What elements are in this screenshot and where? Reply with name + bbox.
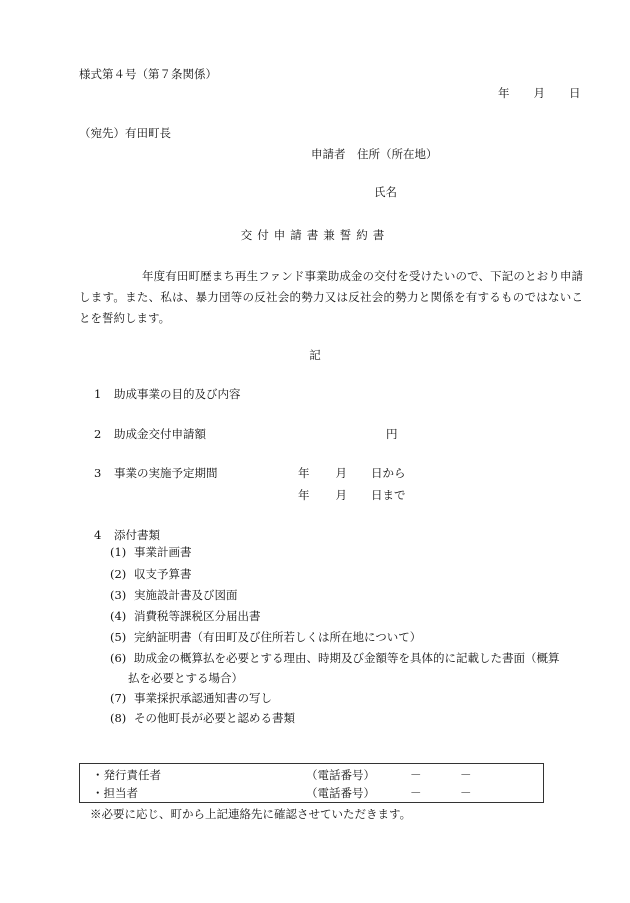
item-label: 事業の実施予定期間 bbox=[114, 466, 218, 480]
attachment-item: (8) その他町長が必要と認める書類 bbox=[110, 711, 295, 725]
item-label: 助成事業の目的及び内容 bbox=[114, 387, 241, 401]
ki-heading: 記 bbox=[309, 348, 321, 362]
item-purpose bbox=[94, 387, 241, 401]
phone-label: （電話番号） bbox=[306, 786, 375, 800]
attachment-item: (6) 助成金の概算払を必要とする理由、時期及び金額等を具体的に記載した書面（概算 bbox=[110, 651, 560, 665]
item-number: 4 bbox=[94, 528, 102, 542]
item-number: 3 bbox=[94, 466, 102, 480]
document-title: 交付申請書兼誓約書 bbox=[240, 228, 390, 242]
phone-dash: － bbox=[410, 768, 422, 782]
attachment-item: (5) 完納証明書（有田町及び住所若しくは所在地について） bbox=[110, 630, 422, 644]
period-end-month: 月 bbox=[335, 488, 347, 502]
contact-row-issuer bbox=[80, 768, 543, 782]
item-amount bbox=[94, 427, 206, 441]
item-number: 2 bbox=[94, 427, 102, 441]
applicant-address-label: 申請者 住所（所在地） bbox=[311, 147, 438, 161]
attachment-item-continued: 払を必要とする場合） bbox=[128, 671, 243, 685]
period-start-month: 月 bbox=[335, 466, 347, 480]
phone-dash: － bbox=[460, 768, 472, 782]
attachment-item: (4) 消費税等課税区分届出書 bbox=[110, 609, 261, 623]
contact-row-person bbox=[80, 786, 543, 800]
item-period bbox=[94, 466, 218, 480]
contact-label: ・担当者 bbox=[92, 786, 138, 800]
item-attachments bbox=[94, 528, 160, 542]
item-label: 添付書類 bbox=[114, 528, 160, 542]
attachment-item: (7) 事業採択承認通知書の写し bbox=[110, 691, 272, 705]
period-start-year: 年 bbox=[298, 466, 310, 480]
applicant-name-label: 氏名 bbox=[374, 185, 397, 199]
attachment-item: (1) 事業計画書 bbox=[110, 545, 192, 559]
period-end-year: 年 bbox=[298, 488, 310, 502]
submission-date bbox=[498, 86, 581, 100]
declaration-text: 年度有田町歴まち再生ファンド事業助成金の交付を受けたいので、下記のとおり申請します。また、私は、暴力団等の反社会的勢力又は反社会的勢力と関係を有するものではないことを誓約します。 bbox=[79, 269, 583, 325]
attachment-item: (3) 実施設計書及び図面 bbox=[110, 588, 238, 602]
period-start bbox=[298, 466, 406, 480]
period-end-day: 日まで bbox=[371, 488, 406, 502]
amount-unit: 円 bbox=[386, 427, 398, 441]
attachment-item: (2) 収支予算書 bbox=[110, 567, 192, 581]
date-month: 月 bbox=[533, 86, 545, 100]
contact-label: ・発行責任者 bbox=[92, 768, 161, 782]
form-number: 様式第４号（第７条関係） bbox=[79, 67, 217, 81]
date-year: 年 bbox=[498, 86, 510, 100]
phone-label: （電話番号） bbox=[306, 768, 375, 782]
period-start-day: 日から bbox=[371, 466, 406, 480]
contact-box bbox=[79, 763, 544, 803]
item-label: 助成金交付申請額 bbox=[114, 427, 206, 441]
phone-dash: － bbox=[460, 786, 472, 800]
item-number: 1 bbox=[94, 387, 102, 401]
period-end bbox=[298, 488, 406, 502]
footnote: ※必要に応じ、町から上記連絡先に確認させていただきます。 bbox=[90, 807, 412, 821]
date-day: 日 bbox=[569, 86, 581, 100]
addressee: （宛先）有田町長 bbox=[79, 126, 171, 140]
phone-dash: － bbox=[410, 786, 422, 800]
